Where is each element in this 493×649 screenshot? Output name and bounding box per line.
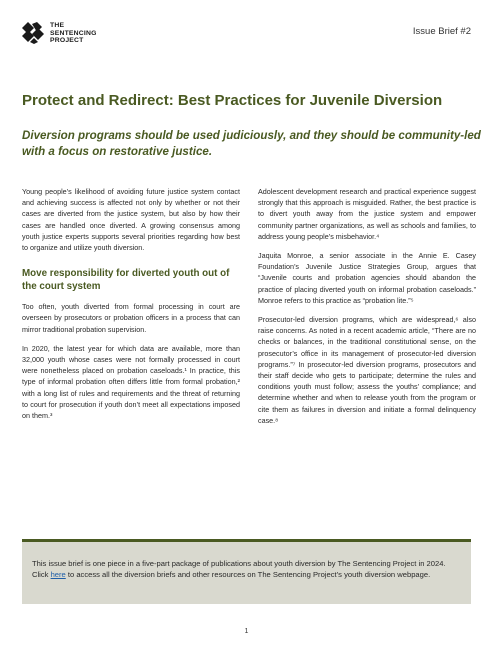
right-column [258, 186, 476, 434]
org-name-line3: PROJECT [50, 37, 84, 44]
org-name-line2: SENTENCING [50, 29, 97, 37]
callout-text-start: This issue brief is one piece in a five-part package of publications about youth diversion by The Sentencing Project in 2024. Click [32, 559, 446, 579]
body-paragraph: Too often, youth diverted from formal processing in court are overseen by prosecutors or probation officers in a process that can mirror traditional probation supervision. [22, 302, 240, 334]
org-logo [22, 22, 97, 45]
issue-label: Issue Brief #2 [412, 26, 471, 37]
here-link[interactable]: here [50, 570, 66, 579]
page-title: Protect and Redirect: Best Practices for Juvenile Diversion [22, 92, 443, 109]
org-name [50, 22, 97, 45]
intro-paragraph: Young people’s likelihood of avoiding future justice system contact and achieving success is affected not only by whether or not their cases are diverted from the justice system, but also by how their cases are handled once diverted. A growing consensus among youth justice experts supports several priorities regarding how best to organize and utilize youth diversion. [22, 187, 240, 253]
callout-text-end: to access all the diversion briefs and other resources on The Sentencing Project’s youth diversion webpage. [65, 570, 431, 579]
section-heading: Move responsibility for diverted youth out of the court system [22, 268, 230, 293]
left-column [22, 186, 240, 429]
callout-box [22, 539, 471, 604]
org-name-line1: THE [50, 22, 65, 29]
sentencing-project-logo-icon [22, 22, 44, 44]
page-subtitle: Diversion programs should be used judiciously, and they should be community-led with a focus on restorative justice. [22, 129, 481, 158]
page-number: 1 [244, 628, 249, 635]
body-paragraph: In 2020, the latest year for which data are available, more than 32,000 youth whose cases were not formally processed in court were nonetheless placed on probation caseloads.¹ In practice, this type of informal probation often differs little from formal probation,² with a long list of rules and requirements and the threat of returning to court for prosecution if youth don’t meet all expectations imposed on them.³ [22, 343, 240, 421]
body-paragraph: Prosecutor-led diversion programs, which are widespread,⁶ also raise concerns. As noted in a recent academic article, “There are no checks or balances, in the traditional constitutional sense, on the prosecutor’s office in its management of prosecutor-led diversion programs.”⁷ In prosecutor-led diversion programs, prosecutors and their staff decide who gets to participate; determine the rules and conditions youth must follow; assess the youths’ compliance; and determine whether and when to release youth from the program or cite them as failures in diversion and initiate a formal delinquency case.⁸ [258, 315, 476, 425]
body-paragraph: Adolescent development research and practical experience suggest strongly that this approach is misguided. Rather, the best practice is to divert youth away from the justice system and empower community partner organizations, as well as schools and families, to address young people’s misbehavior.⁴ [258, 187, 476, 241]
body-paragraph: Jaquita Monroe, a senior associate in the Annie E. Casey Foundation’s Juvenile Justice Strategies Group, argues that “Juvenile courts and probation agencies should abandon the practice of placing diverted youth on informal probation caseloads.” Monroe refers to this practice as “probation lite.”⁵ [258, 251, 476, 305]
